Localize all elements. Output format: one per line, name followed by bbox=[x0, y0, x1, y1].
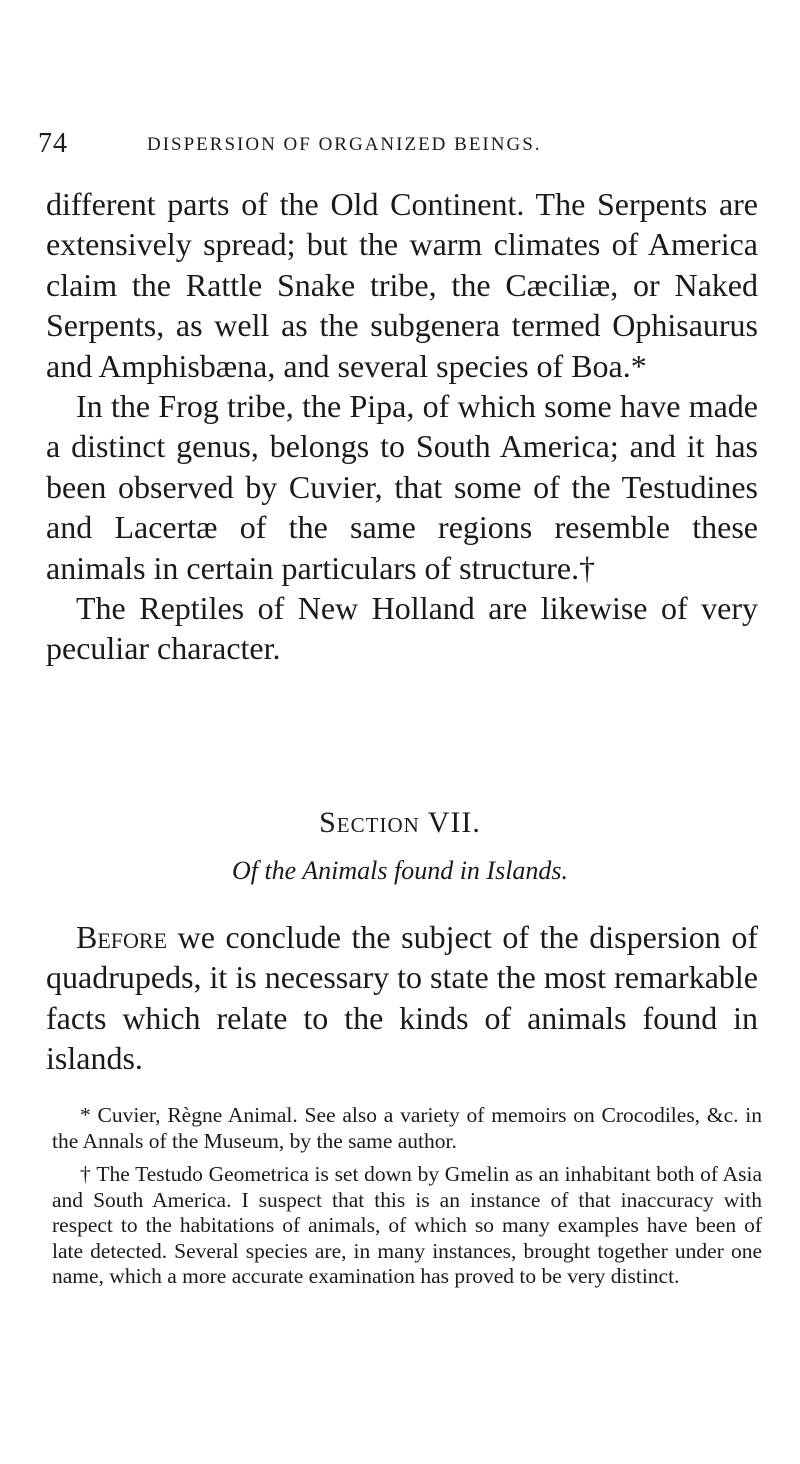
paragraph-islands-text: we conclude the subject of the dispersion of quadrupeds, it is necessary to state the most remarkable facts which relate to the kinds of animals found in islands. bbox=[46, 919, 758, 1077]
footnote-2: † The Testudo Geometrica is set down by Gmelin as an inhabitant both of Asia and South America. I suspect that this is an instance of that inaccuracy with respect to the habitations of animals, of which so many examples have been of late detected. Several species are, in many instances, brought together under one name, which a more accurate examination has proved to be very distinct. bbox=[52, 1162, 762, 1288]
paragraph-frog-tribe: In the Frog tribe, the Pipa, of which some have made a distinct genus, belongs to South America; and it has been observed by Cuvier, that some of the Testudines and Lacertæ of the same regions resemble these animals in certain particulars of structure.† bbox=[46, 388, 758, 586]
footnotes bbox=[52, 1103, 762, 1298]
page-number: 74 bbox=[38, 128, 68, 159]
section-subtitle: Of the Animals found in Islands. bbox=[231, 856, 569, 885]
paragraph-new-holland: The Reptiles of New Holland are likewise of very peculiar character. bbox=[46, 590, 758, 667]
section-heading: Section VII. bbox=[319, 806, 481, 839]
section-body bbox=[46, 917, 758, 1079]
paragraph-serpents: different parts of the Old Continent. The Serpents are extensively spread; but the warm climates of America claim the Rattle Snake tribe, the Cæciliæ, or Naked Serpents, as well as the subgenera termed Ophisaurus and Amphisbæna, and several species of Boa.* bbox=[46, 186, 758, 384]
footnote-1: * Cuvier, Règne Animal. See also a variety of memoirs on Crocodiles, &c. in the Annals of the Museum, by the same author. bbox=[52, 1103, 762, 1153]
paragraph-islands bbox=[46, 917, 758, 1079]
lead-word: Before bbox=[76, 919, 168, 955]
body-text bbox=[46, 184, 758, 669]
running-title: DISPERSION OF ORGANIZED BEINGS. bbox=[147, 134, 542, 155]
running-head bbox=[32, 128, 752, 168]
